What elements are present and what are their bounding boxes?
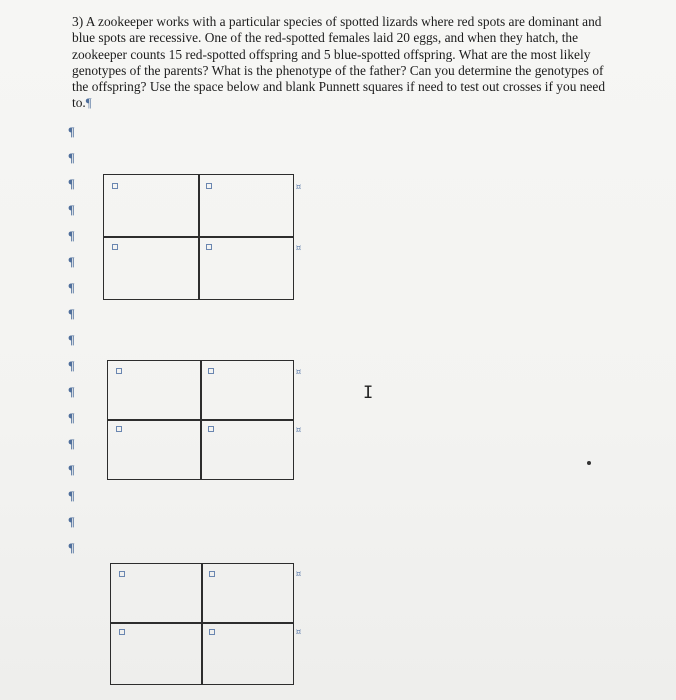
question-text-block[interactable] [72,14,612,112]
paragraph-mark-empty: ¶ [68,489,75,503]
row-end-mark: ¤ [295,241,302,254]
paragraph-mark-empty: ¶ [68,307,75,321]
cell-end-mark [209,571,215,577]
paragraph-mark-empty: ¶ [68,151,75,165]
cell-end-mark [206,183,212,189]
row-end-mark: ¤ [295,365,302,378]
speck [587,461,591,465]
paragraph-mark-empty: ¶ [68,437,75,451]
cell-end-mark [208,368,214,374]
paragraph-mark-empty: ¶ [68,255,75,269]
punnett-square-3[interactable] [110,563,294,685]
cell-end-mark [209,629,215,635]
row-end-mark: ¤ [295,180,302,193]
row-end-mark: ¤ [295,567,302,580]
cell-end-mark [119,629,125,635]
paragraph-mark: ¶ [85,95,92,111]
punnett-square-2[interactable] [107,360,294,480]
paragraph-mark-empty: ¶ [68,203,75,217]
paragraph-mark-empty: ¶ [68,541,75,555]
paragraph-mark-empty: ¶ [68,385,75,399]
punnett-square-1[interactable] [103,174,294,300]
cell-end-mark [112,183,118,189]
cell-end-mark [116,368,122,374]
cell-end-mark [116,426,122,432]
paragraph-mark-empty: ¶ [68,229,75,243]
text-cursor-icon: I [363,383,374,403]
row-end-mark: ¤ [295,625,302,638]
paragraph-mark-empty: ¶ [68,177,75,191]
cell-end-mark [208,426,214,432]
paragraph-mark-empty: ¶ [68,411,75,425]
paragraph-mark-empty: ¶ [68,515,75,529]
paragraph-mark-empty: ¶ [68,463,75,477]
row-end-mark: ¤ [295,423,302,436]
paragraph-mark-empty: ¶ [68,125,75,139]
cell-end-mark [112,244,118,250]
paragraph-mark-empty: ¶ [68,333,75,347]
cell-end-mark [119,571,125,577]
paragraph-mark-empty: ¶ [68,359,75,373]
question-text: 3) A zookeeper works with a particular species of spotted lizards where red spots are dominant and blue spots are recessive. One of the red-spotted females laid 20 eggs, and when they hatch, the zookeeper counts 15 red-spotted offspring and 5 blue-spotted offspring. What are the most likely genotypes of the parents? What is the phenotype of the father? Can you determine the genotypes of the offspring? Use the space below and blank Punnett squares if need to test out crosses if you need to. [72,14,606,111]
cell-end-mark [206,244,212,250]
paragraph-mark-empty: ¶ [68,281,75,295]
